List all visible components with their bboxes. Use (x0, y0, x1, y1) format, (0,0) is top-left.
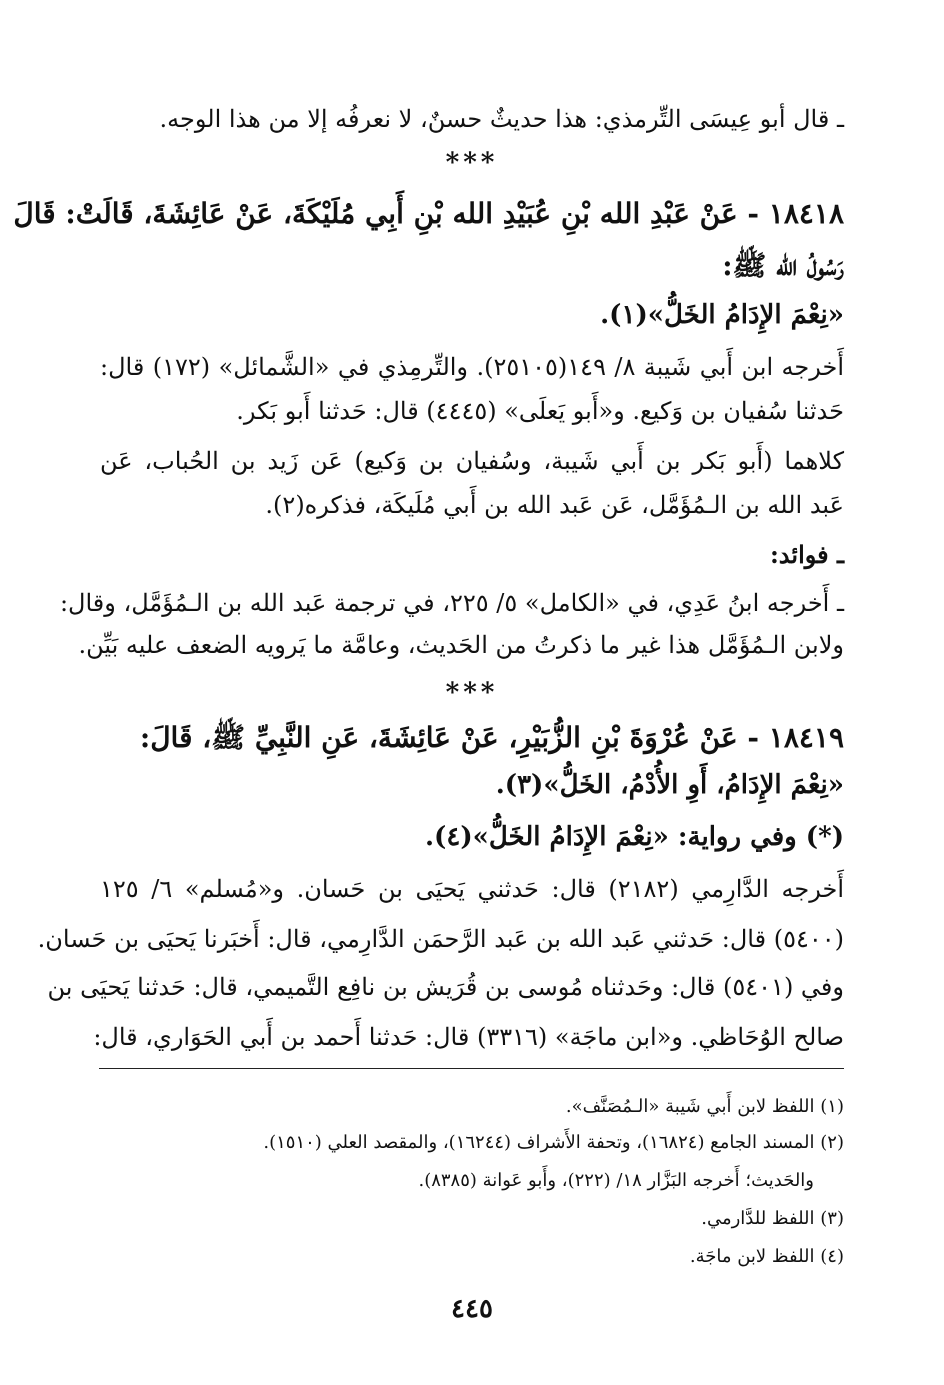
hadith-18419-variant: (*) وفي رواية: «نِعْمَ الإِدَامُ الخَلُّ»(٤). (424, 822, 844, 852)
tirmidhi-comment: ـ قال أبو عِيسَى التِّرمذي: هذا حديثٌ حسنٌ، لا نعرفُه إلا من هذا الوجه. (159, 105, 844, 133)
section-separator: *** (445, 678, 499, 708)
footnote-2: (٢) المسند الجامع (١٦٨٢٤)، وتحفة الأَشراف (١٦٢٤٤)، والمقصد العلي (١٥١٠). (263, 1132, 844, 1153)
footnote-divider (99, 1068, 844, 1069)
takhrij-18419-line-3: وفي (٥٤٠١) قال: وحَدثناه مُوسى بن قُرَيش بن نافِع التَّميمي، قال: حَدثنا يَحيَى بن (47, 973, 844, 1001)
hadith-18418-isnad: ١٨٤١٨ - عَنْ عَبْدِ الله بْنِ عُبَيْدِ الله بْنِ أَبِي مُلَيْكَةَ، عَنْ عَائِشَةَ، قَالَتْ: قَالَ (13, 197, 844, 230)
takhrij-18418-line-4: عَبد الله بن الـمُؤَمَّل، عَن عَبد الله بن أَبي مُلَيكَة، فذكره(٢). (265, 491, 844, 519)
takhrij-18419-line-1: أَخرجه الدَّارِمي (٢١٨٢) قال: حَدثني يَحيَى بن حَسان. و«مُسلم» ٦/ ١٢٥ (100, 875, 845, 903)
takhrij-18419-line-2: (٥٤٠٠) قال: حَدثني عَبد الله بن عَبد الرَّحمَن الدَّارِمي، قال: أَخبَرنا يَحيَى بن حَسان. (37, 925, 844, 953)
footnote-3: (٣) اللفظ للدَّارمي. (701, 1208, 844, 1229)
footnote-2-continuation: والحَديث؛ أَخرجه البَزَّار ١٨/ (٢٢٢)، وأَبو عَوانة (٨٣٨٥). (418, 1170, 814, 1191)
section-separator: *** (445, 148, 499, 178)
takhrij-18418-line-2: حَدثنا سُفيان بن وَكيع. و«أَبو يَعلَى» (٤٤٤٥) قال: حَدثنا أَبو بَكر. (236, 397, 844, 425)
hadith-18419-isnad: ١٨٤١٩ - عَنْ عُرْوَةَ بْنِ الزُّبَيْرِ، عَنْ عَائِشَةَ، عَنِ النَّبِيِّ ﷺ، قَالَ: (139, 721, 844, 754)
hadith-18418-matn: «نِعْمَ الإِدَامُ الخَلُّ»(١). (600, 300, 844, 330)
fawaid-heading: ـ فوائد: (769, 540, 844, 569)
footnote-4: (٤) اللفظ لابن ماجَة. (689, 1246, 844, 1267)
footnote-1: (١) اللفظ لابن أَبي شَيبة «الـمُصَنَّف». (565, 1096, 844, 1117)
takhrij-18418-line-3: كلاهما (أَبو بَكر بن أَبي شَيبة، وسُفيان بن وَكيع) عَن زَيد بن الحُباب، عَن (100, 447, 844, 475)
hadith-18419-matn: «نِعْمَ الإِدَامُ، أَوِ الأُدْمُ، الخَلُّ»(٣). (495, 770, 844, 800)
fawaid-line-1: ـ أَخرجه ابنُ عَدِي، في «الكامل» ٥/ ٢٢٥، في ترجمة عَبد الله بن الـمُؤَمَّل، وقال: (59, 589, 844, 617)
page-number: ٤٤٥ (451, 1294, 493, 1324)
fawaid-line-2: ولابن الـمُؤَمَّل هذا غير ما ذكرتُ من الحَديث، وعامَّة ما يَرويه الضعف عليه بَيِّن. (78, 631, 844, 659)
takhrij-18419-line-4: صالح الوُحَاظي. و«ابن ماجَة» (٣٣١٦) قال: حَدثنا أَحمد بن أَبي الحَوَاري، قال: (93, 1023, 844, 1051)
takhrij-18418-line-1: أَخرجه ابن أَبي شَيبة ٨/ ١٤٩(٢٥١٠٥). والتِّرمِذي في «الشَّمائل» (١٧٢) قال: (100, 353, 844, 381)
hadith-18418-isnad-end: رَسُولُ الله ﷺ: (722, 249, 844, 282)
